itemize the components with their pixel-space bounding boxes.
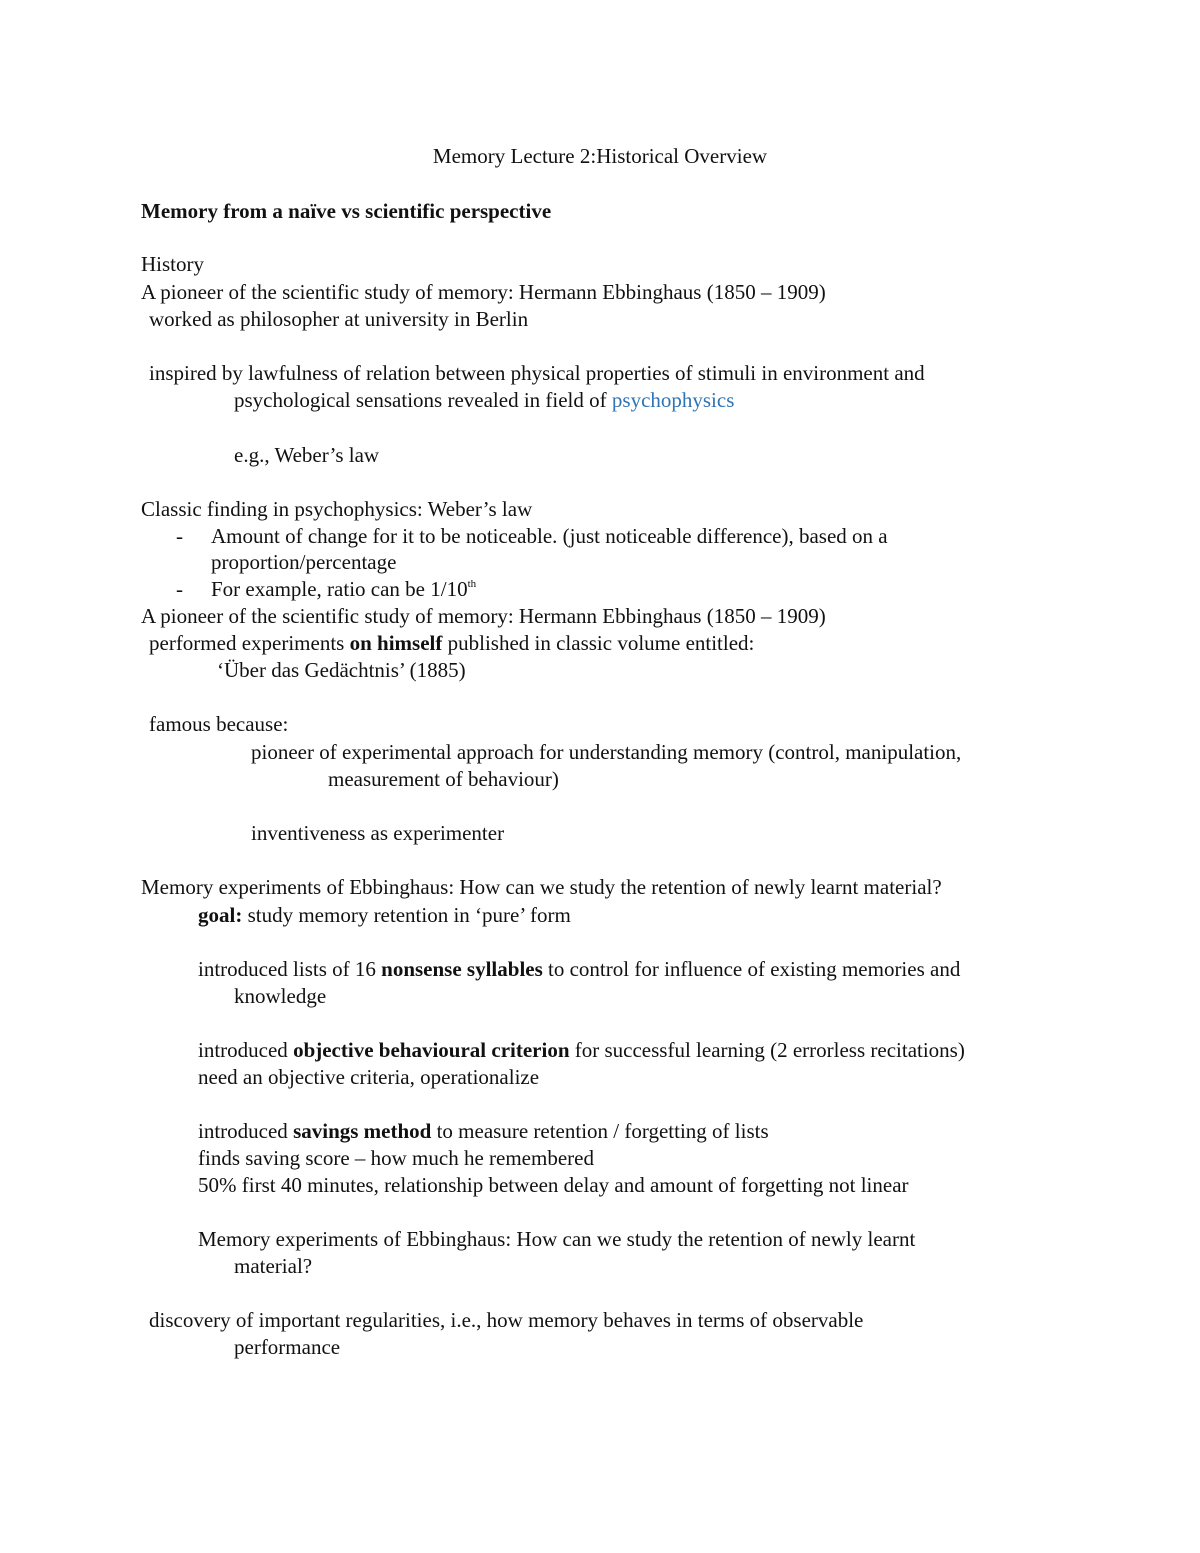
discovery-line-1: discovery of important regularities, i.e., how memory behaves in terms of observable xyxy=(149,1308,864,1332)
repeat-heading-line-2: material? xyxy=(234,1254,313,1278)
performed-text: performed experiments xyxy=(149,631,350,655)
criterion-bold: objective behavioural criterion xyxy=(293,1038,570,1062)
criterion-text: introduced xyxy=(198,1038,294,1062)
history-label: History xyxy=(141,252,204,276)
bullet-1-line-2: proportion/percentage xyxy=(211,550,397,574)
bullet-2-superscript: th xyxy=(467,578,477,590)
criterion-line xyxy=(198,1040,965,1061)
goal-line xyxy=(198,905,571,926)
nonsense-syllables-bold: nonsense syllables xyxy=(381,957,543,981)
inspired-line-2 xyxy=(234,390,734,411)
inspired-line-2-text: psychological sensations revealed in field of xyxy=(234,388,612,412)
savings-line-3: 50% first 40 minutes, relationship between delay and amount of forgetting not linear xyxy=(198,1173,909,1197)
criterion-line-2: need an objective criteria, operationalize xyxy=(198,1065,540,1089)
goal-bold: goal: xyxy=(198,903,243,927)
goal-text: study memory retention in ‘pure’ form xyxy=(242,903,571,927)
discovery-line-2: performance xyxy=(234,1335,341,1359)
worked-line: worked as philosopher at university in Berlin xyxy=(149,307,529,331)
savings-text-2: to measure retention / forgetting of lists xyxy=(431,1119,769,1143)
on-himself-bold: on himself xyxy=(349,631,443,655)
volume-title: ‘Über das Gedächtnis’ (1885) xyxy=(217,658,466,682)
experiments-heading: Memory experiments of Ebbinghaus: How can we study the retention of newly learnt material? xyxy=(141,875,942,899)
inventiveness-line: inventiveness as experimenter xyxy=(251,821,505,845)
famous-line-2: measurement of behaviour) xyxy=(328,767,559,791)
performed-text-2: published in classic volume entitled: xyxy=(442,631,755,655)
savings-text: introduced xyxy=(198,1119,294,1143)
savings-method-bold: savings method xyxy=(293,1119,432,1143)
section-heading: Memory from a naïve vs scientific perspective xyxy=(141,199,552,223)
bullet-2-text: For example, ratio can be 1/10 xyxy=(211,577,468,601)
weber-heading: Classic finding in psychophysics: Weber’s law xyxy=(141,497,533,521)
criterion-text-2: for successful learning (2 errorless recitations) xyxy=(569,1038,965,1062)
bullet-dash-1: - xyxy=(176,524,183,548)
pioneer-line-2: A pioneer of the scientific study of memory: Hermann Ebbinghaus (1850 – 1909) xyxy=(141,604,826,628)
bullet-2 xyxy=(211,579,476,600)
repeat-heading-line-1: Memory experiments of Ebbinghaus: How can we study the retention of newly learnt xyxy=(198,1227,916,1251)
page-title: Memory Lecture 2:Historical Overview xyxy=(432,144,768,168)
savings-line xyxy=(198,1121,769,1142)
bullet-dash-2: - xyxy=(176,577,183,601)
psychophysics-link[interactable]: psychophysics xyxy=(611,388,735,412)
lists-line xyxy=(198,959,960,980)
lists-line-2: knowledge xyxy=(234,984,327,1008)
famous-label: famous because: xyxy=(149,712,289,736)
savings-line-2: finds saving score – how much he remembered xyxy=(198,1146,594,1170)
famous-line-1: pioneer of experimental approach for understanding memory (control, manipulation, xyxy=(251,740,962,764)
lists-text-2: to control for influence of existing memories and xyxy=(542,957,961,981)
performed-line xyxy=(149,633,754,654)
weber-example: e.g., Weber’s law xyxy=(234,443,380,467)
lists-text: introduced lists of 16 xyxy=(198,957,382,981)
inspired-line-1: inspired by lawfulness of relation between physical properties of stimuli in environment and xyxy=(149,361,925,385)
bullet-1-line-1: Amount of change for it to be noticeable. (just noticeable difference), based on a xyxy=(211,524,888,548)
pioneer-line: A pioneer of the scientific study of memory: Hermann Ebbinghaus (1850 – 1909) xyxy=(141,280,826,304)
